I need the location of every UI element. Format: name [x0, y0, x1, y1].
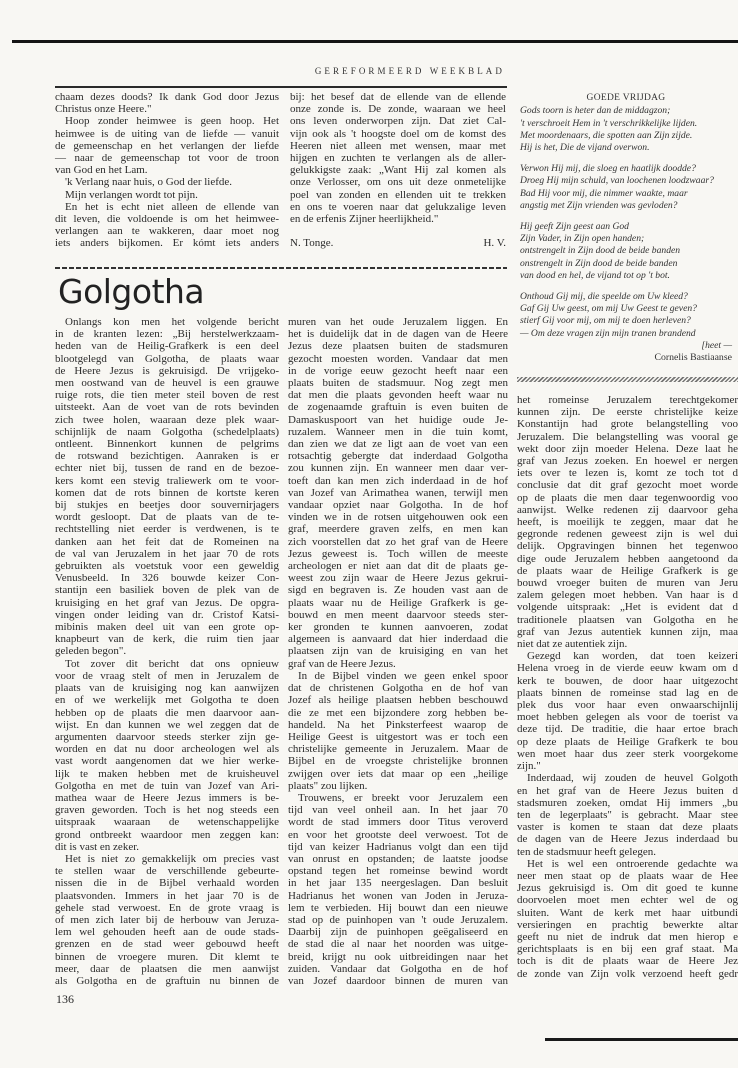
- text-line: zou kunnen zijn. En wanneer men daar ver-: [288, 462, 508, 475]
- text-line: Daarbij zijn de puinhopen geëgaliseerd en: [288, 926, 508, 939]
- text-line: neer men staat op de plaats waar de Hee: [517, 869, 738, 882]
- text-line: — naar de gemeenschap tot voor de troon: [55, 152, 279, 165]
- article-column-3: [517, 394, 738, 980]
- text-line: In de Bijbel vinden we geen enkel spoor: [298, 669, 508, 682]
- poem-line: ontstrengelt in Zijn dood de beide banden: [520, 245, 681, 257]
- previous-article-column-2: [290, 91, 506, 225]
- text-line: grond ontbreekt waardoor men zeggen kan:: [55, 828, 279, 841]
- text-line: ruzalem. Wanneer men in die tuin komt,: [288, 425, 508, 438]
- text-line: dat men die plaats gevonden heeft waar nu: [288, 389, 508, 402]
- text-line: zalem gelegen moet hebben. Van haar is d: [517, 589, 738, 602]
- text-line: 'k Verlang naar huis, o God der liefde.: [65, 176, 233, 189]
- wavy-divider: [517, 377, 738, 382]
- text-line: graf, meerdere graven zelfs, en men kan: [288, 523, 508, 536]
- poem-line: van dood en hel, de vijand tot op 't bot.: [520, 269, 670, 281]
- text-line: gebruikten als voetstuk voor een geweldig: [55, 560, 279, 573]
- text-line: in de kranten lezen: „Bij herstelwerkzaam-: [55, 328, 279, 341]
- text-line: christelijke gemeente in Jeruzalem. Maar de: [288, 743, 508, 756]
- text-line: schijnlijk de naam Golgotha (schedelplaats): [55, 425, 279, 438]
- text-line: dit leven, die voldoende is om het heimwee-: [55, 213, 279, 226]
- text-line: of men zich later bij de herbouw van Jeruza-: [55, 913, 279, 926]
- text-line: en voor het grootste deel verwoest. Tot de: [288, 828, 508, 841]
- poem-stanzas: [520, 105, 732, 340]
- text-line: als Golgotha en de graftuin nu binnen de: [55, 974, 279, 987]
- text-line: van Jozef van Arimathea wanen, terwijl men: [288, 486, 508, 499]
- text-line: wijst. En dan kunnen we wel zeggen dat de: [55, 718, 279, 731]
- text-line: Hoop zonder heimwee is geen hoop. Het: [65, 115, 279, 128]
- poem-stanza: [520, 291, 732, 340]
- text-line: Onlangs kon men het volgende bericht: [65, 316, 279, 328]
- text-line: Jezus geweest is. Toch willen de meeste: [288, 547, 508, 560]
- paragraph: [55, 201, 279, 250]
- text-line: ontleent. Binnenkort kunnen de pelgrims: [55, 438, 279, 451]
- paragraph: [55, 189, 279, 201]
- text-line: in het jaar 135 neergeslagen. Dan besluit: [288, 877, 508, 890]
- text-line: Het is niet zo gemakkelijk om precies vast: [65, 852, 279, 865]
- text-line: stadsmuren zoeken, omdat Hij immers „bu: [517, 796, 738, 809]
- article-column-1: [55, 316, 279, 987]
- text-line: meer, daar de plaatsen die men aanwijst: [55, 962, 279, 975]
- text-line: gerichtsplaats is en bij een graf staat. Ma: [517, 943, 738, 956]
- text-line: plaats binnen de romeinse stad lag en de: [517, 686, 738, 699]
- text-line: graf van Jezus autentiek kunnen zijn, maa: [517, 625, 738, 638]
- text-line: danken aan het feit dat de Romeinen na: [55, 535, 279, 548]
- text-line: ten de stadsmuur heeft gelegen.: [517, 845, 656, 858]
- text-line: en of we werkelijk met Golgotha te doen: [55, 694, 279, 707]
- text-line: de plaats waar de Heilige Grafkerk is ge: [517, 564, 738, 577]
- text-line: delijk. Opgravingen binnen het tegenwoo: [517, 540, 738, 553]
- text-line: op de plaats die men daar tegenwoordig voo: [517, 491, 738, 504]
- poem-line: Droeg Hij mijn schuld, van loochenen loodzwaar?: [520, 175, 714, 187]
- text-line: van onrust en opstanden; de laatste joodse: [288, 852, 508, 865]
- text-line: chaam dezes doods? Ik dank God door Jezus: [55, 91, 279, 103]
- text-line: toeft dan kan men zich inderdaad in de hof: [288, 474, 508, 487]
- text-line: van God en het Lam.: [55, 164, 148, 177]
- text-line: plek dus voor haar even onwaarschijnlij: [517, 699, 738, 712]
- text-line: rotsachtig gebergte dat inderdaad Golgotha: [288, 450, 508, 463]
- text-line: graven geworden. Toch is het nog steeds een: [55, 804, 279, 817]
- text-line: Het is wel een ontroerende gedachte wa: [527, 857, 738, 870]
- text-line: zich twee holen, waaraan deze plek waar-: [55, 413, 279, 426]
- paragraph: [288, 316, 508, 670]
- poem-line: stierf Gij voor mij, om mij te doen herleven?: [520, 315, 691, 327]
- text-line: ten de legerplaats" is gebracht. Maar stee: [517, 808, 738, 821]
- poem-overflow-word: [heet —: [701, 339, 732, 351]
- text-line: Jezus deze plaatsen buiten de stadsmuren: [288, 340, 508, 353]
- text-line: kerk te bouwen, de door haar uitgezocht: [517, 674, 738, 687]
- text-line: Helena vroeg in de vierde eeuw kwam om d: [517, 662, 738, 675]
- text-line: en het graf van de Heere Jezus buiten d: [517, 784, 738, 797]
- poem: [520, 92, 732, 364]
- text-line: zijn.": [517, 760, 541, 773]
- text-line: Jozef als heilige plaatsen hebben beschouwd: [288, 694, 508, 707]
- text-line: ruige rots, die tien meter steil boven de rest: [55, 389, 279, 402]
- text-line: breid, krijgt nu ook uitbreidingen naar het: [288, 950, 508, 963]
- text-line: gezocht moesten worden. Vandaar dat men: [288, 352, 508, 365]
- text-line: lem te verbieden. Hij bouwt dan een nieuwe: [288, 901, 508, 914]
- poem-line: 't verschroeit Hem in 't verschrikkelijke lijden.: [520, 117, 698, 129]
- text-line: geeft nu niet de indruk dat men hierop e: [517, 930, 738, 943]
- text-line: hebben op de plaats die men daarvoor aan-: [55, 706, 279, 719]
- text-line: bouwd en men meent daarvoor steeds ster-: [288, 608, 508, 621]
- text-line: dige oude Jeruzalem hebben aangetoond da: [517, 552, 738, 565]
- page-number: 136: [56, 992, 74, 1006]
- text-line: men oostwand van de heuvel is een grauwe: [55, 377, 279, 390]
- text-line: mathea waar de Heere Jezus immers is be-: [55, 791, 279, 804]
- text-line: niet dat ze autentiek zijn.: [517, 638, 628, 651]
- text-line: vaster is komen te staan dat deze plaats: [517, 821, 738, 834]
- author-name: N. Tonge.: [290, 237, 334, 249]
- text-line: binnen de vroegere muren. Dit klemt te: [55, 950, 279, 963]
- poem-line: Bad Hij voor mij, die nimmer waakte, maar: [520, 187, 688, 199]
- text-line: onze zonde is. De zonde, waaraan we heel: [290, 103, 506, 116]
- paragraph: [55, 91, 279, 115]
- text-line: Konstantijn had grote belangstelling voo: [517, 418, 738, 431]
- text-line: handeld. Na het Pinksterfeest waarop de: [288, 718, 508, 731]
- text-line: aanwijst. Welke redenen zij daarvoor geha: [517, 503, 738, 516]
- text-line: wekt door zijn moeder Helena. Deze laat he: [517, 442, 738, 455]
- text-line: zwijgen over iets dat maar op een „heilige: [288, 767, 508, 780]
- text-line: vinden we in de rotsen uitgehouwen ook een: [288, 511, 508, 524]
- text-line: poel van zonden en ellenden uit te trekken: [290, 188, 506, 201]
- text-line: algemeen is aanvaard dat hier inderdaad die: [288, 633, 508, 646]
- text-line: knapbeurt van de kerk, die ruim tien jaar: [55, 633, 279, 646]
- text-line: in de vorige eeuw gezocht heeft naar een: [288, 364, 508, 377]
- text-line: bouwd vroeger buiten de muren van Jeru: [517, 577, 738, 590]
- text-line: moet hebben gelegen als voor de toerist va: [517, 711, 738, 724]
- text-line: blootgelegd van Golgotha, de plaats waar: [55, 352, 279, 365]
- text-line: iets over te lezen is, komt ze toch tot d: [517, 467, 738, 480]
- text-line: zich voorstellen dat zo het graf van de Heere: [288, 535, 508, 548]
- text-line: dit is vast en zeker.: [55, 840, 140, 853]
- paragraph: [55, 316, 279, 658]
- text-line: de Heere Jezus is gekruisigd. De vrijgeko-: [55, 364, 279, 377]
- text-line: lem wel gehouden heeft aan de oude stads-: [55, 926, 279, 939]
- text-line: echter niet bij, tussen de rand en de bezoe-: [55, 462, 279, 475]
- text-line: Jeruzalem. Die belangstelling was vooral ge: [517, 430, 738, 443]
- article-title: Golgotha: [58, 272, 205, 311]
- text-line: weest zou zijn waar de Heere Jezus gekrui-: [288, 572, 508, 585]
- poem-line: Gods toorn is heter dan de middagzon;: [520, 105, 671, 117]
- text-line: grenzen en de stad weer gebouwd heeft: [55, 938, 279, 951]
- poem-line: Zijn Vader, in Zijn open handen;: [520, 232, 645, 244]
- text-line: bij: het besef dat de ellende van de ellende: [290, 91, 506, 103]
- text-line: Inderdaad, wij zouden de heuvel Golgoth: [527, 772, 738, 785]
- text-line: lijk te maken hebben met de kruisheuvel: [55, 767, 279, 780]
- text-line: ker gronden te kunnen aanvoeren, zodat: [288, 621, 508, 634]
- paragraph: [517, 650, 738, 772]
- text-line: Christus onze Heere.": [55, 103, 152, 116]
- text-line: vijn ook als 't hoogste doel om de komst des: [290, 127, 506, 140]
- article-column-2: [288, 316, 508, 987]
- text-line: deze tijd. De traditie, die haar ertoe brach: [517, 723, 738, 736]
- text-line: voor de vraag stelt of men in Jeruzalem de: [55, 669, 279, 682]
- text-line: versieringen en prachtig bewerkte altar: [517, 918, 738, 931]
- text-line: de zogenaamde graftuin is even buiten de: [288, 401, 508, 414]
- text-line: te stellen waar de verschillende gebeurte-: [55, 865, 279, 878]
- text-line: worden en dat nu door archeologen wel als: [55, 743, 279, 756]
- text-line: mibinis maken deel uit van een grote op-: [55, 621, 279, 634]
- text-line: bij stukjes en beetjes door souvernirjagers: [55, 499, 279, 512]
- text-line: argumenten daarvoor steeds sterker zijn ge-: [55, 730, 279, 743]
- poem-line: Gaf Gij Uw geest, om mij Uw Geest te geven?: [520, 302, 697, 314]
- previous-article-column-1: [55, 91, 279, 250]
- header-rule: [55, 86, 507, 88]
- text-line: gelukkigste zaak: „Want Hij zal komen als: [290, 164, 506, 177]
- text-line: wen moet haar dus zeer sterk voorgekome: [517, 747, 738, 760]
- text-line: geleden begon".: [55, 645, 127, 658]
- text-line: Heilige Geest is uitgestort was er toch een: [288, 730, 508, 743]
- text-line: Jezus gekruisigd is. Om dit goed te kunne: [517, 882, 738, 895]
- text-line: graf van Jezus zoeken. En hoewel er nergen: [517, 455, 738, 468]
- poem-line: angstig met Zijn vrienden was gevloden?: [520, 199, 678, 211]
- paragraph: [288, 792, 508, 987]
- text-line: Bijbel en de vroegste christelijke bronnen: [288, 755, 508, 768]
- text-line: traditionele plaatsen van Golgotha en he: [517, 613, 738, 626]
- paragraph: [517, 394, 738, 650]
- poem-author: Cornelis Bastiaanse: [654, 352, 732, 364]
- paragraph: [55, 853, 279, 987]
- text-line: graf van de Heere Jezus.: [288, 657, 396, 670]
- text-line: Hadrianus het wonen van Joden in Jeruza-: [288, 889, 508, 902]
- text-line: vingen onder leiding van dr. Cristof Katsi-: [55, 608, 279, 621]
- text-line: hijgen en zuchten te verlangen als de aller-: [290, 152, 506, 165]
- poem-line: Verwon Hij mij, die sloeg en haatlijk doodde?: [520, 162, 696, 174]
- text-line: gehele stad verwoest. En de grote vraag is: [55, 901, 279, 914]
- poem-stanza: [520, 105, 732, 154]
- text-line: muren van het oude Jeruzalem liggen. En: [288, 316, 508, 328]
- text-line: Trouwens, er breekt voor Jeruzalem een: [298, 791, 508, 804]
- text-line: zuiden. Vandaar dat Golgotha en de hof: [288, 962, 508, 975]
- text-line: plaatsvonden. Immers in het jaar 70 is de: [55, 889, 279, 902]
- text-line: rechtstelling niet eerder is verdwenen, is te: [55, 523, 279, 536]
- top-rule: [12, 40, 738, 43]
- text-line: de rotswand bezichtigen. Aanraken is er: [55, 450, 279, 463]
- poem-title: GOEDE VRIJDAG: [586, 93, 666, 103]
- poem-line: Hij geeft Zijn geest aan God: [520, 220, 629, 232]
- text-line: stantijn een basiliek boven de plek van de: [55, 584, 279, 597]
- text-line: plaats waar nu de Heilige Grafkerk is ge-: [288, 596, 508, 609]
- dashed-divider: [55, 267, 507, 269]
- running-header: GEREFORMEERD WEEKBLAD: [314, 66, 505, 76]
- text-line: Venusbeeld. In 326 bouwde keizer Con-: [55, 572, 279, 585]
- text-line: kruisiging en het graf van Jezus. De opgra-: [55, 596, 279, 609]
- text-line: de dagen van de Heere Jezus inderdaad bu: [517, 833, 738, 846]
- text-line: plaats van de kruisiging nog kan aanwijzen: [55, 682, 279, 695]
- text-line: vandaar opziet naar Golgotha. In de hof: [288, 499, 508, 512]
- text-line: plaats buiten de stadsmuur. Nog zegt men: [288, 377, 508, 390]
- poem-line: Hij is het, Die de vijand overwon.: [520, 142, 650, 154]
- paragraph: [517, 772, 738, 857]
- text-line: van Jozef daardoor binnen de muren van: [288, 974, 508, 987]
- text-line: volgende uitspraak: „Het is evident dat d: [517, 601, 738, 614]
- text-line: stad op de puinhopen van 't oude Jeruzalem.: [288, 913, 508, 926]
- paragraph: [55, 176, 279, 188]
- paragraph: [288, 670, 508, 792]
- text-line: wordt de stad immers door Titus veroverd: [288, 816, 508, 829]
- text-line: dat de christenen Golgotha en de hof van: [288, 682, 508, 695]
- text-line: heimwee is de uiting van de liefde — vanuit: [55, 127, 279, 140]
- text-line: Tot zover dit bericht dat ons opnieuw: [65, 657, 279, 670]
- text-line: dan zien we dat ze ligt aan de voet van een: [288, 438, 508, 451]
- text-line: tijd van veel onheil aan. In het jaar 70: [288, 804, 508, 817]
- poem-line: Met moordenaars, die spotten aan Zijn zijde.: [520, 129, 693, 141]
- bottom-rule: [545, 1038, 738, 1041]
- text-line: En het is echt niet alleen de ellende van: [65, 200, 279, 213]
- text-line: Damaskuspoort van het huidige oude Je-: [288, 413, 508, 426]
- previous-article-signature: [290, 237, 506, 249]
- text-line: het romeinse Jeruzalem terechtgekomer: [517, 394, 738, 406]
- text-line: heeft, is moeilijk te zeggen, maar dat he: [517, 516, 738, 529]
- author-initials: H. V.: [483, 237, 506, 249]
- text-line: iets anders bijkomen. Er kómt iets anders: [55, 237, 279, 250]
- paragraph: [55, 658, 279, 853]
- text-line: ons leven onderworpen zijn. Dat ziet Cal-: [290, 115, 506, 128]
- text-line: nissen die in de Bijbel verhaald worden: [55, 877, 279, 890]
- text-line: de gemeenschap en het verlangen der liefde: [55, 139, 279, 152]
- text-line: uitsteekt. Aan de voet van de rots bevinden: [55, 401, 279, 414]
- poem-stanza: [520, 221, 732, 282]
- paragraph: [517, 858, 738, 980]
- text-line: die ze met een bijzondere zorg hebben be-: [288, 706, 508, 719]
- text-line: de zonde van Zijn volk verzoend heeft gedr: [517, 967, 738, 980]
- text-line: op deze plaats de Heilige Grafkerk te bou: [517, 735, 738, 748]
- text-line: Heeren niet alleen met wensen, maar met: [290, 139, 506, 152]
- text-line: vast wordt aangenomen dat we hier werke-: [55, 755, 279, 768]
- text-line: Mijn verlangen wordt tot pijn.: [65, 188, 198, 201]
- text-line: sluiten. Want de kerk met haar uitbundi: [517, 906, 738, 919]
- paragraph: [290, 91, 506, 225]
- poem-stanza: [520, 163, 732, 212]
- text-line: wordt gesloopt. Dat de plaats van de te-: [55, 511, 279, 524]
- text-line: archeologen er niet aan dat dit de plaats ge-: [288, 560, 508, 573]
- text-line: conclusie dat dit graf gezocht moet worde: [517, 479, 738, 492]
- text-line: onze Verlosser, om ons uit deze onmetelijke: [290, 176, 506, 189]
- poem-line: Onthoud Gij mij, die speelde om Uw kleed?: [520, 290, 688, 302]
- text-line: gegronde redenen geweest zijn is wel dui: [517, 528, 738, 541]
- poem-line: — Om deze vragen zijn mijn tranen brandend: [520, 327, 696, 339]
- text-line: kunnen zijn. De eerste christelijke keize: [517, 406, 738, 419]
- paragraph: [55, 115, 279, 176]
- text-line: uitspraak waaraan de wetenschappelijke: [55, 816, 279, 829]
- text-line: opstand tegen het romeinse bewind wordt: [288, 865, 508, 878]
- text-line: het is duidelijk dat in de dagen van de Heere: [288, 328, 508, 341]
- poem-line: onstrengelt in Zijn dood de beide banden: [520, 257, 678, 269]
- text-line: plaatsen zijn van de kruisiging en van het: [288, 645, 508, 658]
- text-line: komen dat de rots binnen de kortste keren: [55, 486, 279, 499]
- text-line: plaats" zou lijken.: [288, 779, 368, 792]
- text-line: sigd en begraven is. Ze houden vast aan de: [288, 584, 508, 597]
- text-line: doorvoelen moet men echter wel de og: [517, 894, 738, 907]
- text-line: verlangen aan te wakkeren, daar moet nog: [55, 225, 279, 238]
- text-line: en de erfenis Zijner heerlijkheid.": [290, 213, 439, 226]
- text-line: de stad die al naar het noorden was uitge-: [288, 938, 508, 951]
- text-line: kers komt een stevig traliewerk om te voor-: [55, 474, 279, 487]
- text-line: de val van Jeruzalem in het jaar 70 de rots: [55, 547, 279, 560]
- text-line: Gezegd kan worden, dat toen keizeri: [527, 650, 738, 663]
- text-line: en ons te voeren naar dat gelukzalige leven: [290, 200, 506, 213]
- text-line: heden van de Heilig-Grafkerk is een deel: [55, 340, 279, 353]
- text-line: tijd van keizer Hadrianus volgt dan een tijd: [288, 840, 508, 853]
- text-line: toch is dit de plaats waar de Heere Jez: [517, 955, 738, 968]
- text-line: Golgotha en met de tuin van Jozef van Ari-: [55, 779, 279, 792]
